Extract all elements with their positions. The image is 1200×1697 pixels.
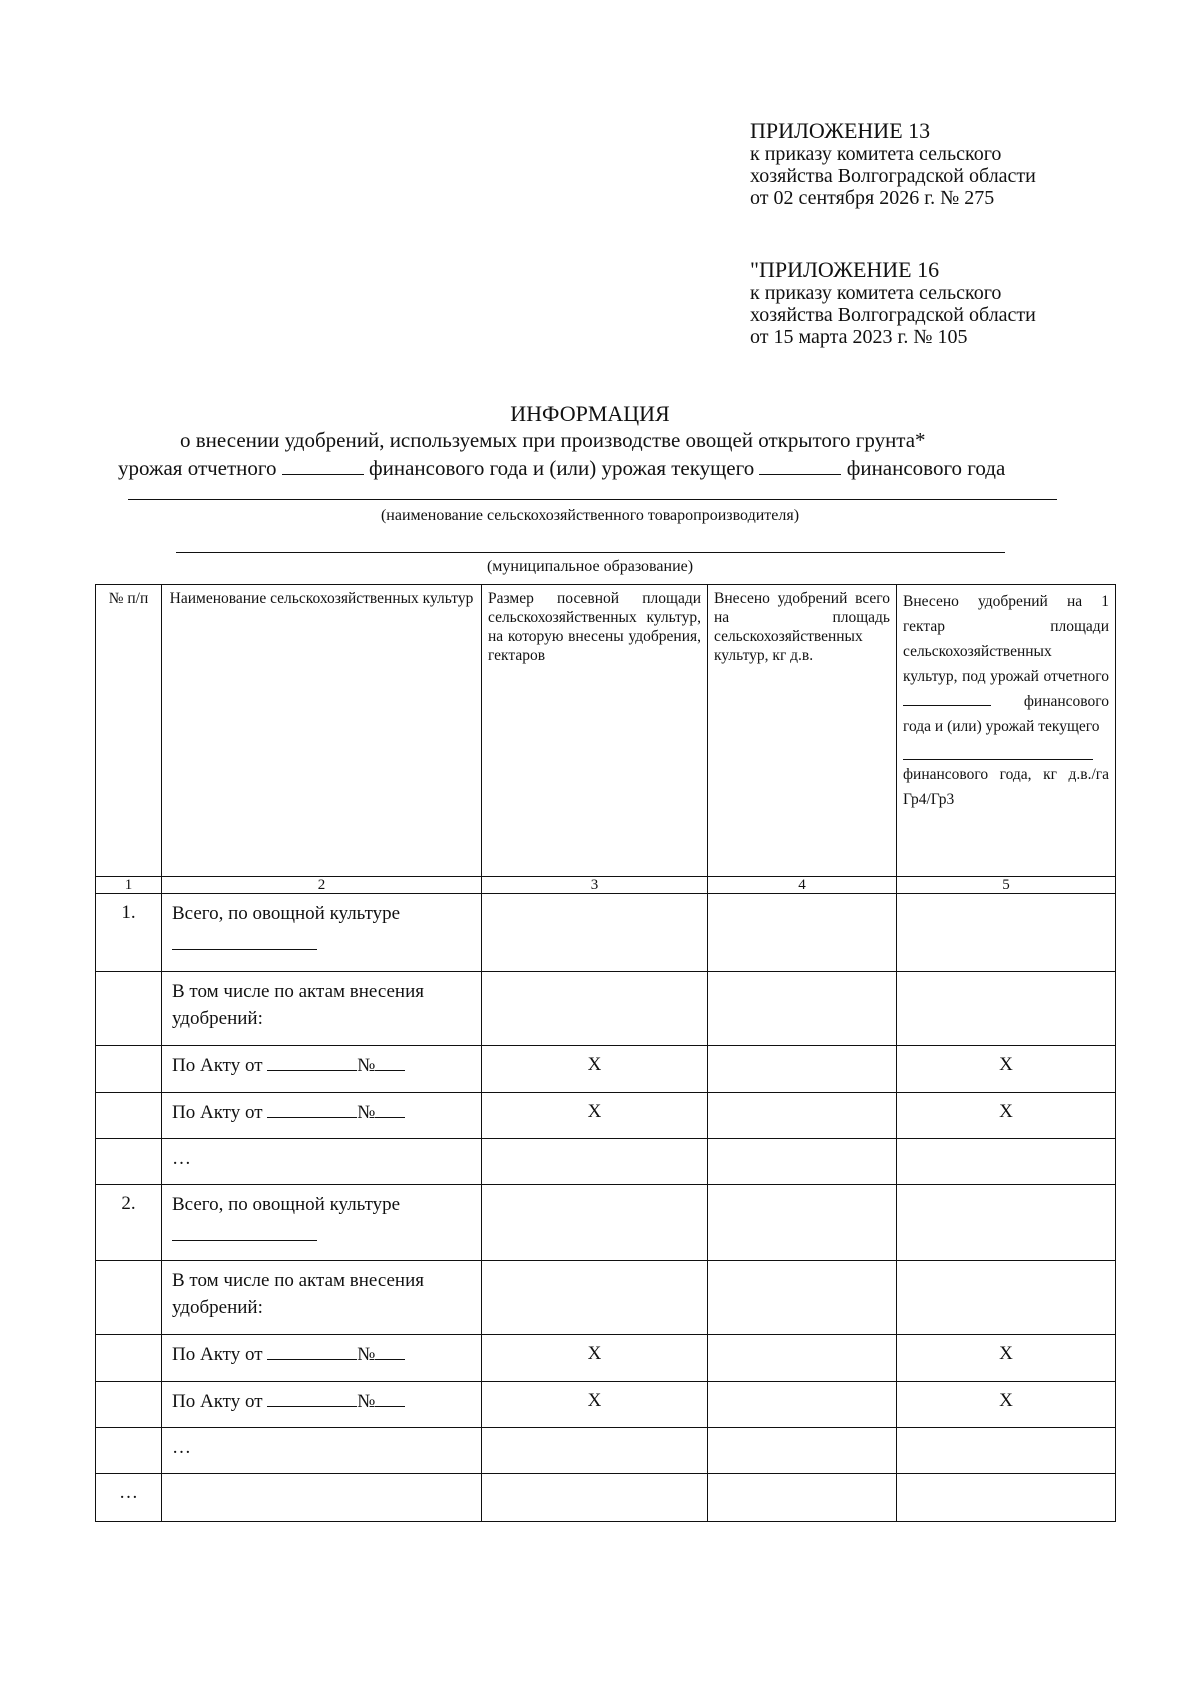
appendix-13-line3: от 02 сентября 2026 г. № 275	[750, 187, 995, 209]
row-ellipsis: …	[162, 1139, 482, 1185]
row-label	[162, 1185, 482, 1261]
row-label	[162, 1046, 482, 1093]
cell-total	[708, 1046, 897, 1093]
act-number-label: №	[357, 1102, 376, 1123]
row-label	[162, 1093, 482, 1139]
cell-per-ha	[897, 1428, 1116, 1474]
table-row	[96, 1139, 1116, 1185]
table-row	[96, 972, 1116, 1046]
table-row	[96, 1474, 1116, 1522]
row-number	[96, 1046, 162, 1093]
row-label: В том числе по актам внесения удобрений:	[162, 972, 482, 1046]
producer-name-line	[128, 499, 1057, 500]
appendix-13-block	[750, 118, 1036, 209]
table-row	[96, 1046, 1116, 1093]
column-number-row	[96, 877, 1116, 894]
row-label: В том числе по актам внесения удобрений:	[162, 1261, 482, 1335]
row-number	[96, 972, 162, 1046]
header-col5-reporting-blank	[903, 691, 991, 706]
table-row	[96, 1185, 1116, 1261]
row-label	[162, 1382, 482, 1428]
cell-total	[708, 1335, 897, 1382]
cell-total	[708, 1382, 897, 1428]
document-subtitle-line1: о внесении удобрений, используемых при производстве овощей открытого грунта*	[180, 428, 926, 452]
row-label	[162, 894, 482, 972]
header-col5	[897, 585, 1116, 877]
x-mark: X	[482, 1382, 708, 1428]
header-col5-part2: финансового года и (или) урожай текущего	[903, 693, 1109, 735]
act-label: По Акту от	[172, 1102, 263, 1123]
row-label-text: Всего, по овощной культуре	[172, 903, 401, 924]
row-number	[96, 1093, 162, 1139]
cell-area	[482, 1474, 708, 1522]
act-label: По Акту от	[172, 1055, 263, 1076]
table-row	[96, 1382, 1116, 1428]
cell-area	[482, 972, 708, 1046]
appendix-16-line3: от 15 марта 2023 г. № 105	[750, 326, 968, 348]
x-mark: X	[482, 1046, 708, 1093]
table-row	[96, 1335, 1116, 1382]
row-ellipsis-number: …	[96, 1474, 162, 1522]
cell-total	[708, 1139, 897, 1185]
header-col3: Размер посевной площади сельскохозяйственных культур, на которую внесены удобрения, гектаров	[482, 585, 708, 877]
header-col5-part1: Внесено удобрений на 1 гектар площади сельскохозяйственных культур, под урожай отчетного	[903, 593, 1109, 685]
act-number-label: №	[357, 1344, 376, 1365]
subtitle-part3: финансового года	[846, 456, 1006, 480]
row-number	[96, 1428, 162, 1474]
cell-per-ha	[897, 1139, 1116, 1185]
fertilizer-table	[95, 584, 1116, 1522]
cell-per-ha	[897, 1261, 1116, 1335]
row-ellipsis: …	[162, 1428, 482, 1474]
appendix-16-block	[750, 257, 1036, 348]
table-header-row	[96, 585, 1116, 877]
appendix-13-line1: к приказу комитета сельского	[750, 143, 1002, 165]
column-number: 2	[162, 877, 482, 894]
document-title: ИНФОРМАЦИЯ	[510, 401, 670, 426]
cell-per-ha	[897, 1474, 1116, 1522]
cell-total	[708, 1474, 897, 1522]
act-date-blank	[267, 1101, 357, 1118]
x-mark: X	[482, 1335, 708, 1382]
cell-total	[708, 1261, 897, 1335]
header-col5-current-blank	[903, 745, 1093, 760]
cell-total	[708, 1185, 897, 1261]
column-number: 5	[897, 877, 1116, 894]
table-row	[96, 894, 1116, 972]
cell-per-ha	[897, 1185, 1116, 1261]
document-subtitle-line2	[118, 456, 1005, 481]
table-row	[96, 1428, 1116, 1474]
cell-total	[708, 972, 897, 1046]
producer-caption: (наименование сельскохозяйственного товаропроизводителя)	[380, 507, 800, 524]
act-date-blank	[267, 1054, 357, 1071]
row-label-text: Всего, по овощной культуре	[172, 1194, 401, 1215]
act-number-label: №	[357, 1055, 376, 1076]
x-mark: X	[897, 1046, 1116, 1093]
municipality-line	[176, 552, 1005, 553]
reporting-year-blank	[282, 458, 364, 475]
act-number-blank	[375, 1101, 405, 1118]
row-number	[96, 1382, 162, 1428]
act-number-blank	[375, 1390, 405, 1407]
act-number-label: №	[357, 1391, 376, 1412]
act-date-blank	[267, 1390, 357, 1407]
row-number	[96, 1335, 162, 1382]
cell-per-ha	[897, 972, 1116, 1046]
cell-area	[482, 1428, 708, 1474]
cell-total	[708, 894, 897, 972]
appendix-13-line2: хозяйства Волгоградской области	[750, 165, 1036, 187]
x-mark: X	[897, 1093, 1116, 1139]
row-label	[162, 1474, 482, 1522]
crop-name-blank	[172, 1218, 317, 1241]
row-label	[162, 1335, 482, 1382]
x-mark: X	[897, 1335, 1116, 1382]
cell-area	[482, 1261, 708, 1335]
appendix-13-heading: ПРИЛОЖЕНИЕ 13	[750, 118, 931, 143]
row-number	[96, 1139, 162, 1185]
current-year-blank	[759, 458, 841, 475]
cell-area	[482, 894, 708, 972]
cell-total	[708, 1093, 897, 1139]
appendix-16-line2: хозяйства Волгоградской области	[750, 304, 1036, 326]
municipality-caption: (муниципальное образование)	[486, 558, 694, 575]
act-number-blank	[375, 1054, 405, 1071]
table-row	[96, 1093, 1116, 1139]
header-col5-part3: финансового года, кг д.в./га Гр4/Гр3	[903, 766, 1109, 808]
row-number: 2.	[96, 1185, 162, 1261]
act-label: По Акту от	[172, 1344, 263, 1365]
header-col4: Внесено удобрений всего на площадь сельскохозяйственных культур, кг д.в.	[708, 585, 897, 877]
subtitle-part1: урожая отчетного	[118, 456, 277, 480]
subtitle-part2: финансового года и (или) урожая текущего	[369, 456, 755, 480]
cell-total	[708, 1428, 897, 1474]
column-number: 3	[482, 877, 708, 894]
cell-area	[482, 1139, 708, 1185]
x-mark: X	[897, 1382, 1116, 1428]
crop-name-blank	[172, 927, 317, 950]
cell-area	[482, 1185, 708, 1261]
column-number: 4	[708, 877, 897, 894]
appendix-16-line1: к приказу комитета сельского	[750, 282, 1002, 304]
header-col2: Наименование сельскохозяйственных культур	[162, 585, 482, 877]
act-number-blank	[375, 1343, 405, 1360]
act-label: По Акту от	[172, 1391, 263, 1412]
act-date-blank	[267, 1343, 357, 1360]
row-number	[96, 1261, 162, 1335]
cell-per-ha	[897, 894, 1116, 972]
row-number: 1.	[96, 894, 162, 972]
column-number: 1	[96, 877, 162, 894]
header-col1: № п/п	[96, 585, 162, 877]
appendix-16-heading: "ПРИЛОЖЕНИЕ 16	[750, 257, 940, 282]
table-row	[96, 1261, 1116, 1335]
x-mark: X	[482, 1093, 708, 1139]
